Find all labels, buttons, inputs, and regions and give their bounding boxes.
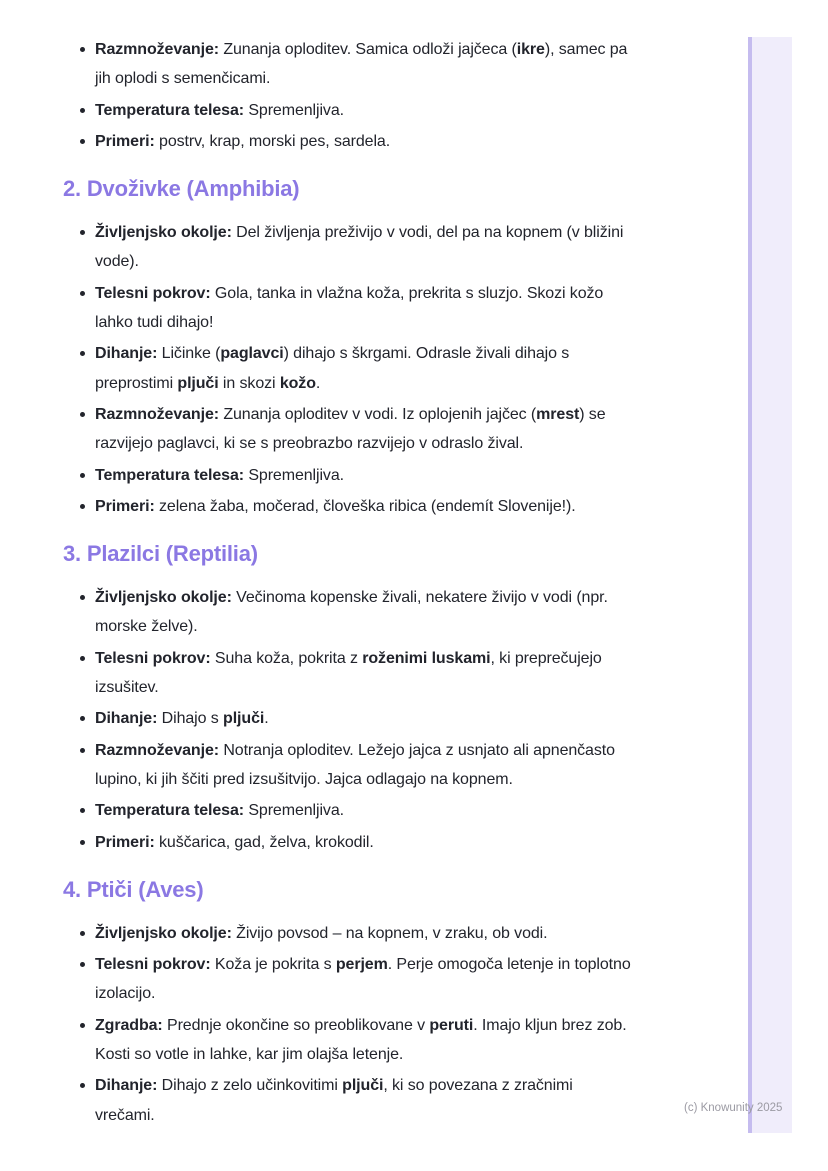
list-item bbox=[79, 736, 635, 795]
text-segment: ) se razvijejo paglavci, ki se s preobrazbo razvijejo v odraslo žival. bbox=[95, 405, 606, 453]
bold-text-segment: mrest bbox=[536, 405, 580, 423]
text-segment: . Perje omogoča letenje in toplotno izolacijo. bbox=[95, 956, 631, 1003]
text-segment: . bbox=[264, 710, 269, 728]
section-heading: 2. Dvoživke (Amphibia) bbox=[63, 176, 300, 202]
text-segment: Del življenja preživijo v vodi, del pa na kopnem (v bližini vode). bbox=[95, 224, 624, 271]
bold-text-segment: pljuči bbox=[177, 374, 219, 392]
section-heading: 3. Plazilci (Reptilia) bbox=[63, 541, 258, 567]
bold-text-segment: Temperatura telesa: bbox=[95, 466, 244, 484]
bold-text-segment: ikre bbox=[516, 41, 545, 58]
bold-text-segment: Razmnoževanje: bbox=[95, 741, 219, 759]
list-item bbox=[79, 1071, 635, 1130]
list-item bbox=[79, 339, 635, 398]
list-item bbox=[79, 218, 635, 277]
text-segment: Prednje okončine so preoblikovane v bbox=[162, 1016, 430, 1034]
bold-text-segment: Dihanje: bbox=[95, 1077, 158, 1095]
text-segment: zelena žaba, močerad, človeška ribica (endemít Slovenije!). bbox=[154, 497, 576, 515]
bold-text-segment: perjem bbox=[335, 956, 388, 974]
list-item bbox=[79, 35, 635, 94]
bold-text-segment: Telesni pokrov: bbox=[95, 649, 211, 667]
bold-text-segment: Razmnoževanje: bbox=[95, 405, 219, 423]
bold-text-segment: Življenjsko okolje: bbox=[95, 924, 232, 942]
bold-text-segment: Razmnoževanje: bbox=[95, 41, 219, 58]
bullet-list bbox=[79, 919, 635, 1130]
text-segment: in skozi bbox=[218, 374, 280, 392]
list-item bbox=[79, 704, 635, 733]
text-segment: postrv, krap, morski pes, sardela. bbox=[154, 132, 391, 150]
text-segment: kuščarica, gad, želva, krokodil. bbox=[154, 833, 374, 851]
text-segment: Spremenljiva. bbox=[243, 466, 344, 484]
list-item bbox=[79, 127, 635, 156]
bullet-list bbox=[79, 218, 635, 521]
document-sections bbox=[63, 35, 635, 1132]
text-segment: , ki so povezana z zračnimi vrečami. bbox=[95, 1077, 573, 1124]
list-item bbox=[79, 644, 635, 703]
bold-text-segment: peruti bbox=[429, 1016, 474, 1034]
list-item bbox=[79, 279, 635, 338]
text-segment: . bbox=[315, 374, 321, 392]
text-segment: ) dihajo s škrgami. Odrasle živali dihajo s preprostimi bbox=[95, 345, 570, 392]
bold-text-segment: Temperatura telesa: bbox=[95, 101, 244, 119]
bold-text-segment: Telesni pokrov: bbox=[95, 956, 211, 974]
text-segment: . Imajo kljun brez zob. Kosti so votle in lahke, kar jim olajša letenje. bbox=[95, 1016, 627, 1064]
bold-text-segment: Temperatura telesa: bbox=[95, 802, 244, 820]
section-heading: 4. Ptiči (Aves) bbox=[63, 876, 204, 902]
bold-text-segment: Življenjsko okolje: bbox=[95, 224, 232, 242]
bold-text-segment: pljuči bbox=[342, 1077, 384, 1095]
bold-text-segment: Primeri: bbox=[95, 833, 155, 851]
bold-text-segment: Zgradba: bbox=[95, 1016, 163, 1034]
list-item bbox=[79, 492, 635, 521]
text-segment: Spremenljiva. bbox=[243, 101, 344, 119]
text-segment: Zunanja oploditev v vodi. Iz oplojenih jajčec ( bbox=[218, 405, 537, 423]
bold-text-segment: Primeri: bbox=[95, 132, 155, 150]
text-segment: , ki preprečujejo izsušitev. bbox=[95, 649, 602, 697]
text-segment: Suha koža, pokrita z bbox=[210, 649, 363, 667]
list-item bbox=[79, 919, 635, 948]
bullet-list bbox=[79, 35, 635, 156]
list-item bbox=[79, 828, 635, 857]
list-item bbox=[79, 796, 635, 825]
text-segment: Ličinke ( bbox=[157, 345, 221, 363]
bold-text-segment: pljuči bbox=[223, 710, 265, 728]
bold-text-segment: roženimi luskami bbox=[362, 649, 491, 667]
text-segment: Spremenljiva. bbox=[243, 802, 344, 820]
text-segment: Živijo povsod – na kopnem, v zraku, ob vodi. bbox=[231, 924, 548, 942]
bullet-list bbox=[79, 583, 635, 857]
text-segment: Dihajo s bbox=[157, 710, 224, 728]
text-segment: Dihajo z zelo učinkovitimi bbox=[157, 1077, 343, 1095]
text-segment: Gola, tanka in vlažna koža, prekrita s sluzjo. Skozi kožo lahko tudi dihajo! bbox=[95, 284, 604, 332]
bold-text-segment: Življenjsko okolje: bbox=[95, 589, 232, 607]
list-item bbox=[79, 1011, 635, 1070]
text-segment: Notranja oploditev. Ležejo jajca z usnjato ali apnenčasto lupino, ki jih ščiti pred izsušitvijo. Jajca odlagajo na kopnem. bbox=[95, 741, 615, 788]
text-segment: Zunanja oploditev. Samica odloži jajčeca ( bbox=[218, 41, 517, 58]
bold-text-segment: Telesni pokrov: bbox=[95, 284, 211, 302]
bold-text-segment: kožo bbox=[279, 374, 316, 392]
bold-text-segment: paglavci bbox=[220, 345, 284, 363]
list-item bbox=[79, 96, 635, 125]
text-segment: Koža je pokrita s bbox=[210, 956, 336, 974]
footer-copyright: (c) Knowunity 2025 bbox=[684, 1102, 783, 1114]
text-segment: Večinoma kopenske živali, nekatere živijo v vodi (npr. morske želve). bbox=[95, 589, 608, 636]
bold-text-segment: Dihanje: bbox=[95, 345, 158, 363]
list-item bbox=[79, 950, 635, 1009]
text-segment: ), samec pa jih oplodi s semenčicami. bbox=[95, 41, 628, 88]
list-item bbox=[79, 461, 635, 490]
list-item bbox=[79, 583, 635, 642]
bold-text-segment: Dihanje: bbox=[95, 710, 158, 728]
list-item bbox=[79, 400, 635, 459]
page-edge-strip bbox=[748, 37, 792, 1133]
bold-text-segment: Primeri: bbox=[95, 497, 155, 515]
